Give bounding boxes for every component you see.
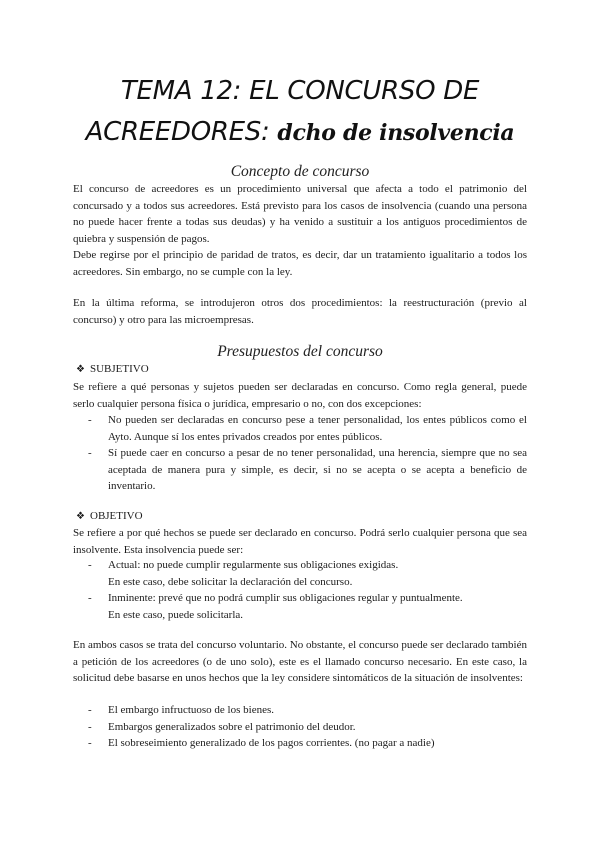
heading-presupuestos: Presupuestos del concurso bbox=[217, 343, 383, 360]
diamond-bullet-icon: ❖ bbox=[76, 511, 85, 522]
list-item: - Sí puede caer en concurso a pesar de no tener personalidad, una herencia, siempre que no sea aceptada de manera pura y simple, es decir, si no se acepta o se acepta a beneficio de inventario. bbox=[88, 447, 527, 493]
diamond-bullet-icon: ❖ bbox=[76, 364, 85, 375]
section-objetivo bbox=[76, 510, 143, 522]
objetivo-intro: Se refiere a por qué hechos se puede ser declarado en concurso. Podrá serlo cualquier persona que sea insolvente. Esta insolvencia puede ser: bbox=[73, 527, 527, 556]
subjetivo-list bbox=[73, 412, 527, 495]
list-item: - El embargo infructuoso de los bienes. bbox=[88, 704, 274, 716]
concepto-body bbox=[73, 181, 527, 281]
objetivo-label: OBJETIVO bbox=[90, 510, 143, 522]
section-subjetivo bbox=[76, 363, 149, 375]
subjetivo-label: SUBJETIVO bbox=[90, 363, 149, 375]
concepto-paragraph-3: En la última reforma, se introdujeron otros dos procedimientos: la reestructuración (previo al concurso) y otro para las microempresas. bbox=[73, 297, 527, 326]
list-item: - Actual: no puede cumplir regularmente sus obligaciones exigidas. bbox=[88, 559, 399, 571]
list-item-note: En este caso, debe solicitar la declaración del concurso. bbox=[108, 575, 353, 588]
concepto-paragraph-2: Debe regirse por el principio de paridad de tratos, es decir, dar un tratamiento igualitario a todos los acreedores. Sin embargo, no se cumple con la ley. bbox=[73, 249, 527, 278]
title-line-1: TEMA 12: EL CONCURSO DE bbox=[120, 76, 480, 106]
title-line-2 bbox=[0, 117, 600, 147]
concepto-paragraph-1: El concurso de acreedores es un procedimiento universal que afecta a todo el patrimonio del concursado y a todos sus acreedores. Está previsto para los casos de insolvencia (cuando una persona no puede hacer frente a todas sus deudas) y ha venido a sustituir a los antiguos procedimientos de quiebra y suspensión de pagos. bbox=[73, 183, 527, 245]
objetivo-list bbox=[73, 557, 527, 623]
closing-paragraph: En ambos casos se trata del concurso voluntario. No obstante, el concurso puede ser declarado también a petición de los acreedores (o de uno solo), este es el llamado concurso necesario. En este caso, la solicitud debe basarse en unos hechos que la ley considere sintomáticos de la situación de insolventes: bbox=[73, 639, 527, 685]
title-subtitle: dcho de insolvencia bbox=[277, 120, 515, 146]
list-item: - El sobreseimiento generalizado de los pagos corrientes. (no pagar a nadie) bbox=[88, 737, 435, 750]
list-item: - Inminente: prevé que no podrá cumplir sus obligaciones regular y puntualmente. bbox=[88, 592, 463, 605]
list-item-note: En este caso, puede solicitarla. bbox=[108, 608, 244, 621]
heading-concepto: Concepto de concurso bbox=[230, 163, 370, 180]
list-item: - No pueden ser declaradas en concurso pese a tener personalidad, los entes públicos como el Ayto. Aunque sí los entes privados creados por entes públicos. bbox=[88, 414, 527, 443]
list-item: - Embargos generalizados sobre el patrimonio del deudor. bbox=[88, 720, 356, 733]
title-main: ACREEDORES: bbox=[85, 117, 270, 147]
closing-list bbox=[73, 702, 527, 752]
subjetivo-intro: Se refiere a qué personas y sujetos pueden ser declaradas en concurso. Como regla general, puede serlo cualquier persona física o jurídica, empresario o no, con dos excepciones: bbox=[73, 381, 527, 410]
